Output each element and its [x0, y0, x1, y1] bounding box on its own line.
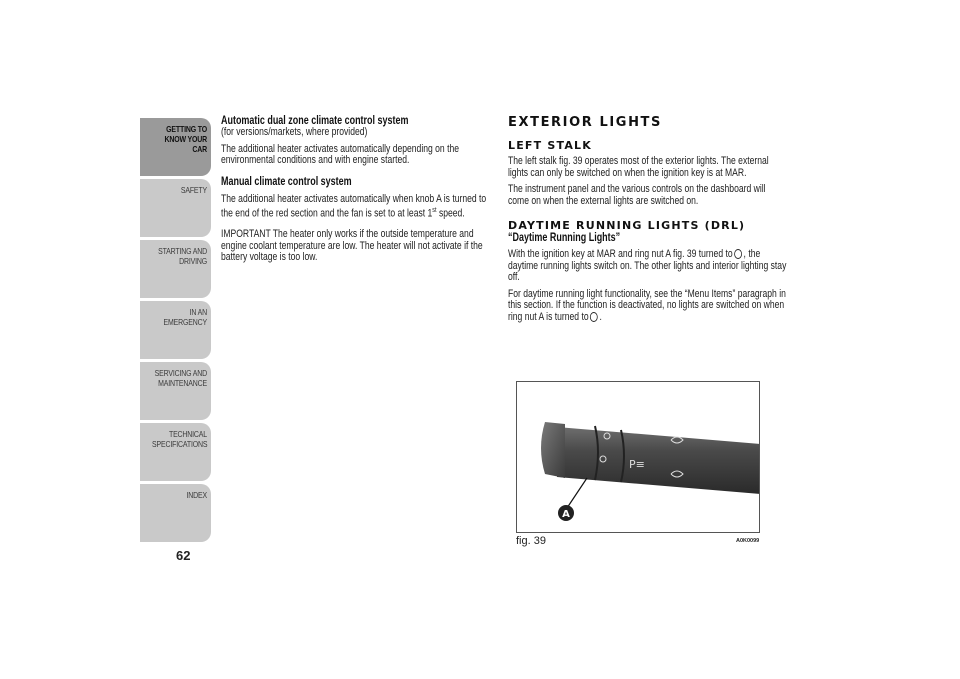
- auto-climate-heading: Automatic dual zone climate control system: [221, 115, 409, 127]
- drl-text-2: For daytime running light functionality, see the “Menu Items” paragraph in this section. If the function is deactivated, no lights are switched on when ring nut A is turned to .: [508, 287, 786, 323]
- tab-safety[interactable]: SAFETY: [140, 179, 211, 237]
- tab-technical-specifications[interactable]: TECHNICAL SPECIFICATIONS: [140, 423, 211, 481]
- drl-text-1: With the ignition key at MAR and ring nut A fig. 39 turned to , the daytime running lights switch on. The other lights and interior lighting stay off.: [508, 248, 787, 283]
- figure-caption: fig. 39: [516, 535, 546, 547]
- drl-heading: DAYTIME RUNNING LIGHTS (DRL): [508, 219, 746, 232]
- stalk-body: [557, 427, 760, 494]
- tab-getting-to-know-your-car[interactable]: GETTING TO KNOW YOUR CAR: [140, 118, 211, 176]
- important-note: IMPORTANT The heater only works if the outside temperature and engine coolant temperature are low. The heater will not activate if the battery voltage is too low.: [221, 228, 483, 264]
- callout-label: A: [562, 509, 570, 520]
- tab-index[interactable]: INDEX: [140, 484, 211, 542]
- right-column: [508, 115, 788, 328]
- bulb-icon: [590, 312, 598, 322]
- auto-climate-text: The additional heater activates automatically depending on the environmental conditions and with engine started.: [221, 142, 460, 166]
- left-stalk-text-2: The instrument panel and the various controls on the dashboard will come on when the external lights are switched on.: [508, 183, 766, 207]
- tab-in-an-emergency[interactable]: IN AN EMERGENCY: [140, 301, 211, 359]
- stalk-end-cap: [541, 422, 565, 478]
- manual-climate-text: The additional heater activates automatically when knob A is turned to the end of the red section and the fan is set to at least 1st speed.: [221, 192, 487, 220]
- left-stalk-heading: LEFT STALK: [508, 139, 592, 152]
- bulb-icon: [734, 249, 742, 259]
- figure-code: A0K0099: [736, 538, 760, 544]
- stalk-symbol: P≡: [629, 458, 645, 471]
- left-stalk-text-1: The left stalk fig. 39 operates most of the exterior lights. The external lights can only be switched on when the ignition key is at MAR.: [508, 155, 769, 179]
- exterior-lights-heading: EXTERIOR LIGHTS: [508, 115, 662, 130]
- left-stalk-illustration: [517, 382, 760, 533]
- drl-subheading: “Daytime Running Lights”: [508, 232, 621, 244]
- auto-climate-note: (for versions/markets, where provided): [221, 126, 368, 138]
- callout-line: [567, 478, 587, 508]
- tab-starting-and-driving[interactable]: STARTING AND DRIVING: [140, 240, 211, 298]
- tab-servicing-and-maintenance[interactable]: SERVICING AND MAINTENANCE: [140, 362, 211, 420]
- page-number: 62: [176, 548, 191, 563]
- manual-climate-heading: Manual climate control system: [221, 175, 352, 188]
- left-stalk-figure: [516, 381, 760, 533]
- left-column: [221, 115, 493, 269]
